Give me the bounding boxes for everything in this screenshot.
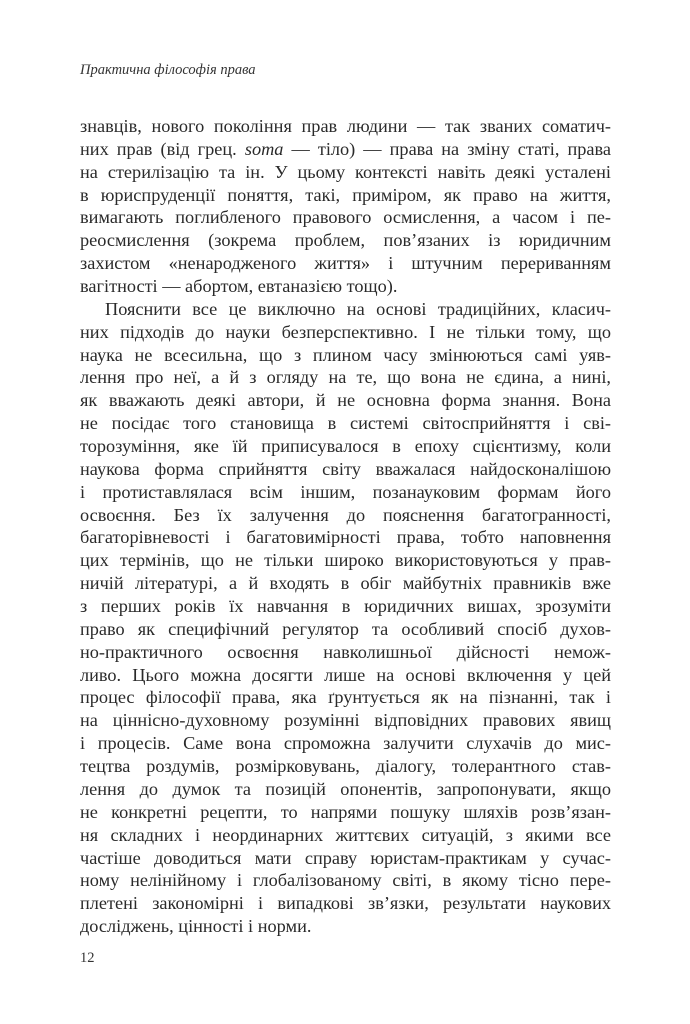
text-line: не посідає того становища в системі світосприйняття і сві-: [80, 413, 611, 434]
text-line: процес філософії права, яка ґрунтується як на пізнанні, так і: [80, 687, 611, 708]
text-line: цих термінів, що не тільки широко використовуються у прав-: [80, 550, 611, 571]
text-line: в юриспруденції поняття, такі, приміром, як право на життя,: [80, 184, 611, 205]
text-line: плетені закономірні і випадкові зв’язки, результати наукових: [80, 893, 611, 914]
text-line: вимагають поглибленого правового осмислення, а часом і пе-: [80, 207, 611, 228]
text-line: лення про неї, а й з огляду на те, що вона не єдина, а нині,: [80, 367, 611, 388]
text-line: Пояснити все це виключно на основі традиційних, класич-: [105, 298, 611, 319]
text-line: досліджень, цінності і норми.: [80, 916, 312, 937]
text-line: [80, 138, 611, 161]
page-number: 12: [80, 950, 95, 966]
text-segment: — тіло) — права на зміну статі, права: [283, 138, 612, 159]
body-text: [80, 115, 611, 938]
text-line: лення до думок та позицій опонентів, запропонувати, якщо: [80, 778, 611, 799]
text-line: і процесів. Саме вона спроможна залучити слухачів до мис-: [80, 733, 611, 754]
text-line: не конкретні рецепти, то напрями пошуку шляхів розв’язан-: [80, 801, 611, 822]
paragraph-1-rest: [80, 161, 611, 298]
text-line: багаторівневості і багатовимірності права, тобто наповнення: [80, 527, 611, 548]
text-line: і протиставлялася всім іншим, позанауковим формам його: [80, 481, 611, 502]
text-line: з перших років їх навчання в юридичних вишах, зрозуміти: [80, 596, 611, 617]
text-line: ному нелінійному і глобалізованому світі, в якому тісно пере-: [80, 870, 611, 891]
text-line: них підходів до науки безперспективно. І не тільки тому, що: [80, 321, 611, 342]
text-line: на стерилізацію та ін. У цьому контексті навіть деякі усталені: [80, 161, 611, 182]
text-line: ня складних і неординарних життєвих ситуацій, з якими все: [80, 824, 611, 845]
text-line: право як специфічний регулятор та особливий спосіб духов-: [80, 618, 611, 639]
paragraph-1: [80, 115, 611, 298]
text-line: захистом «ненародженого життя» і штучним перериванням: [80, 253, 611, 274]
paragraph-2: [80, 298, 611, 938]
text-line: освоєння. Без їх залучення до пояснення багатогранності,: [80, 504, 611, 525]
text-line: наука не всесильна, що з плином часу змінюються самі уяв-: [80, 344, 611, 365]
text-line: ливо. Цього можна досягти лише на основі включення у цей: [80, 664, 611, 685]
text-line: тецтва роздумів, розмірковувань, діалогу, толерантного став-: [80, 756, 611, 777]
text-line: наукова форма сприйняття світу вважалася найдосконалішою: [80, 458, 611, 479]
text-line: на ціннісно-духовному розумінні відповідних правових явищ: [80, 710, 611, 731]
text-line: но-практичного освоєння навколишньої дійсності немож-: [80, 641, 611, 662]
italic-term: soma: [244, 138, 284, 159]
text-line: знавців, нового покоління прав людини — так званих соматич-: [80, 116, 611, 136]
text-line: вагітності — абортом, евтаназією тощо).: [80, 276, 398, 297]
text-line: реосмислення (зокрема проблем, пов’язаних із юридичним: [80, 230, 611, 251]
text-segment: них прав (від грец.: [80, 138, 245, 159]
text-line: як вважають деякі автори, й не основна форма знання. Вона: [80, 390, 611, 411]
text-line: частіше доводиться мати справу юристам-практикам у сучас-: [80, 847, 611, 868]
text-line: торозуміння, яке їй приписувалося в епоху сцієнтизму, коли: [80, 436, 611, 457]
running-head: Практична філософія права: [80, 62, 256, 78]
text-line: ничій літературі, а й входять в обіг майбутніх правників вже: [80, 573, 611, 594]
